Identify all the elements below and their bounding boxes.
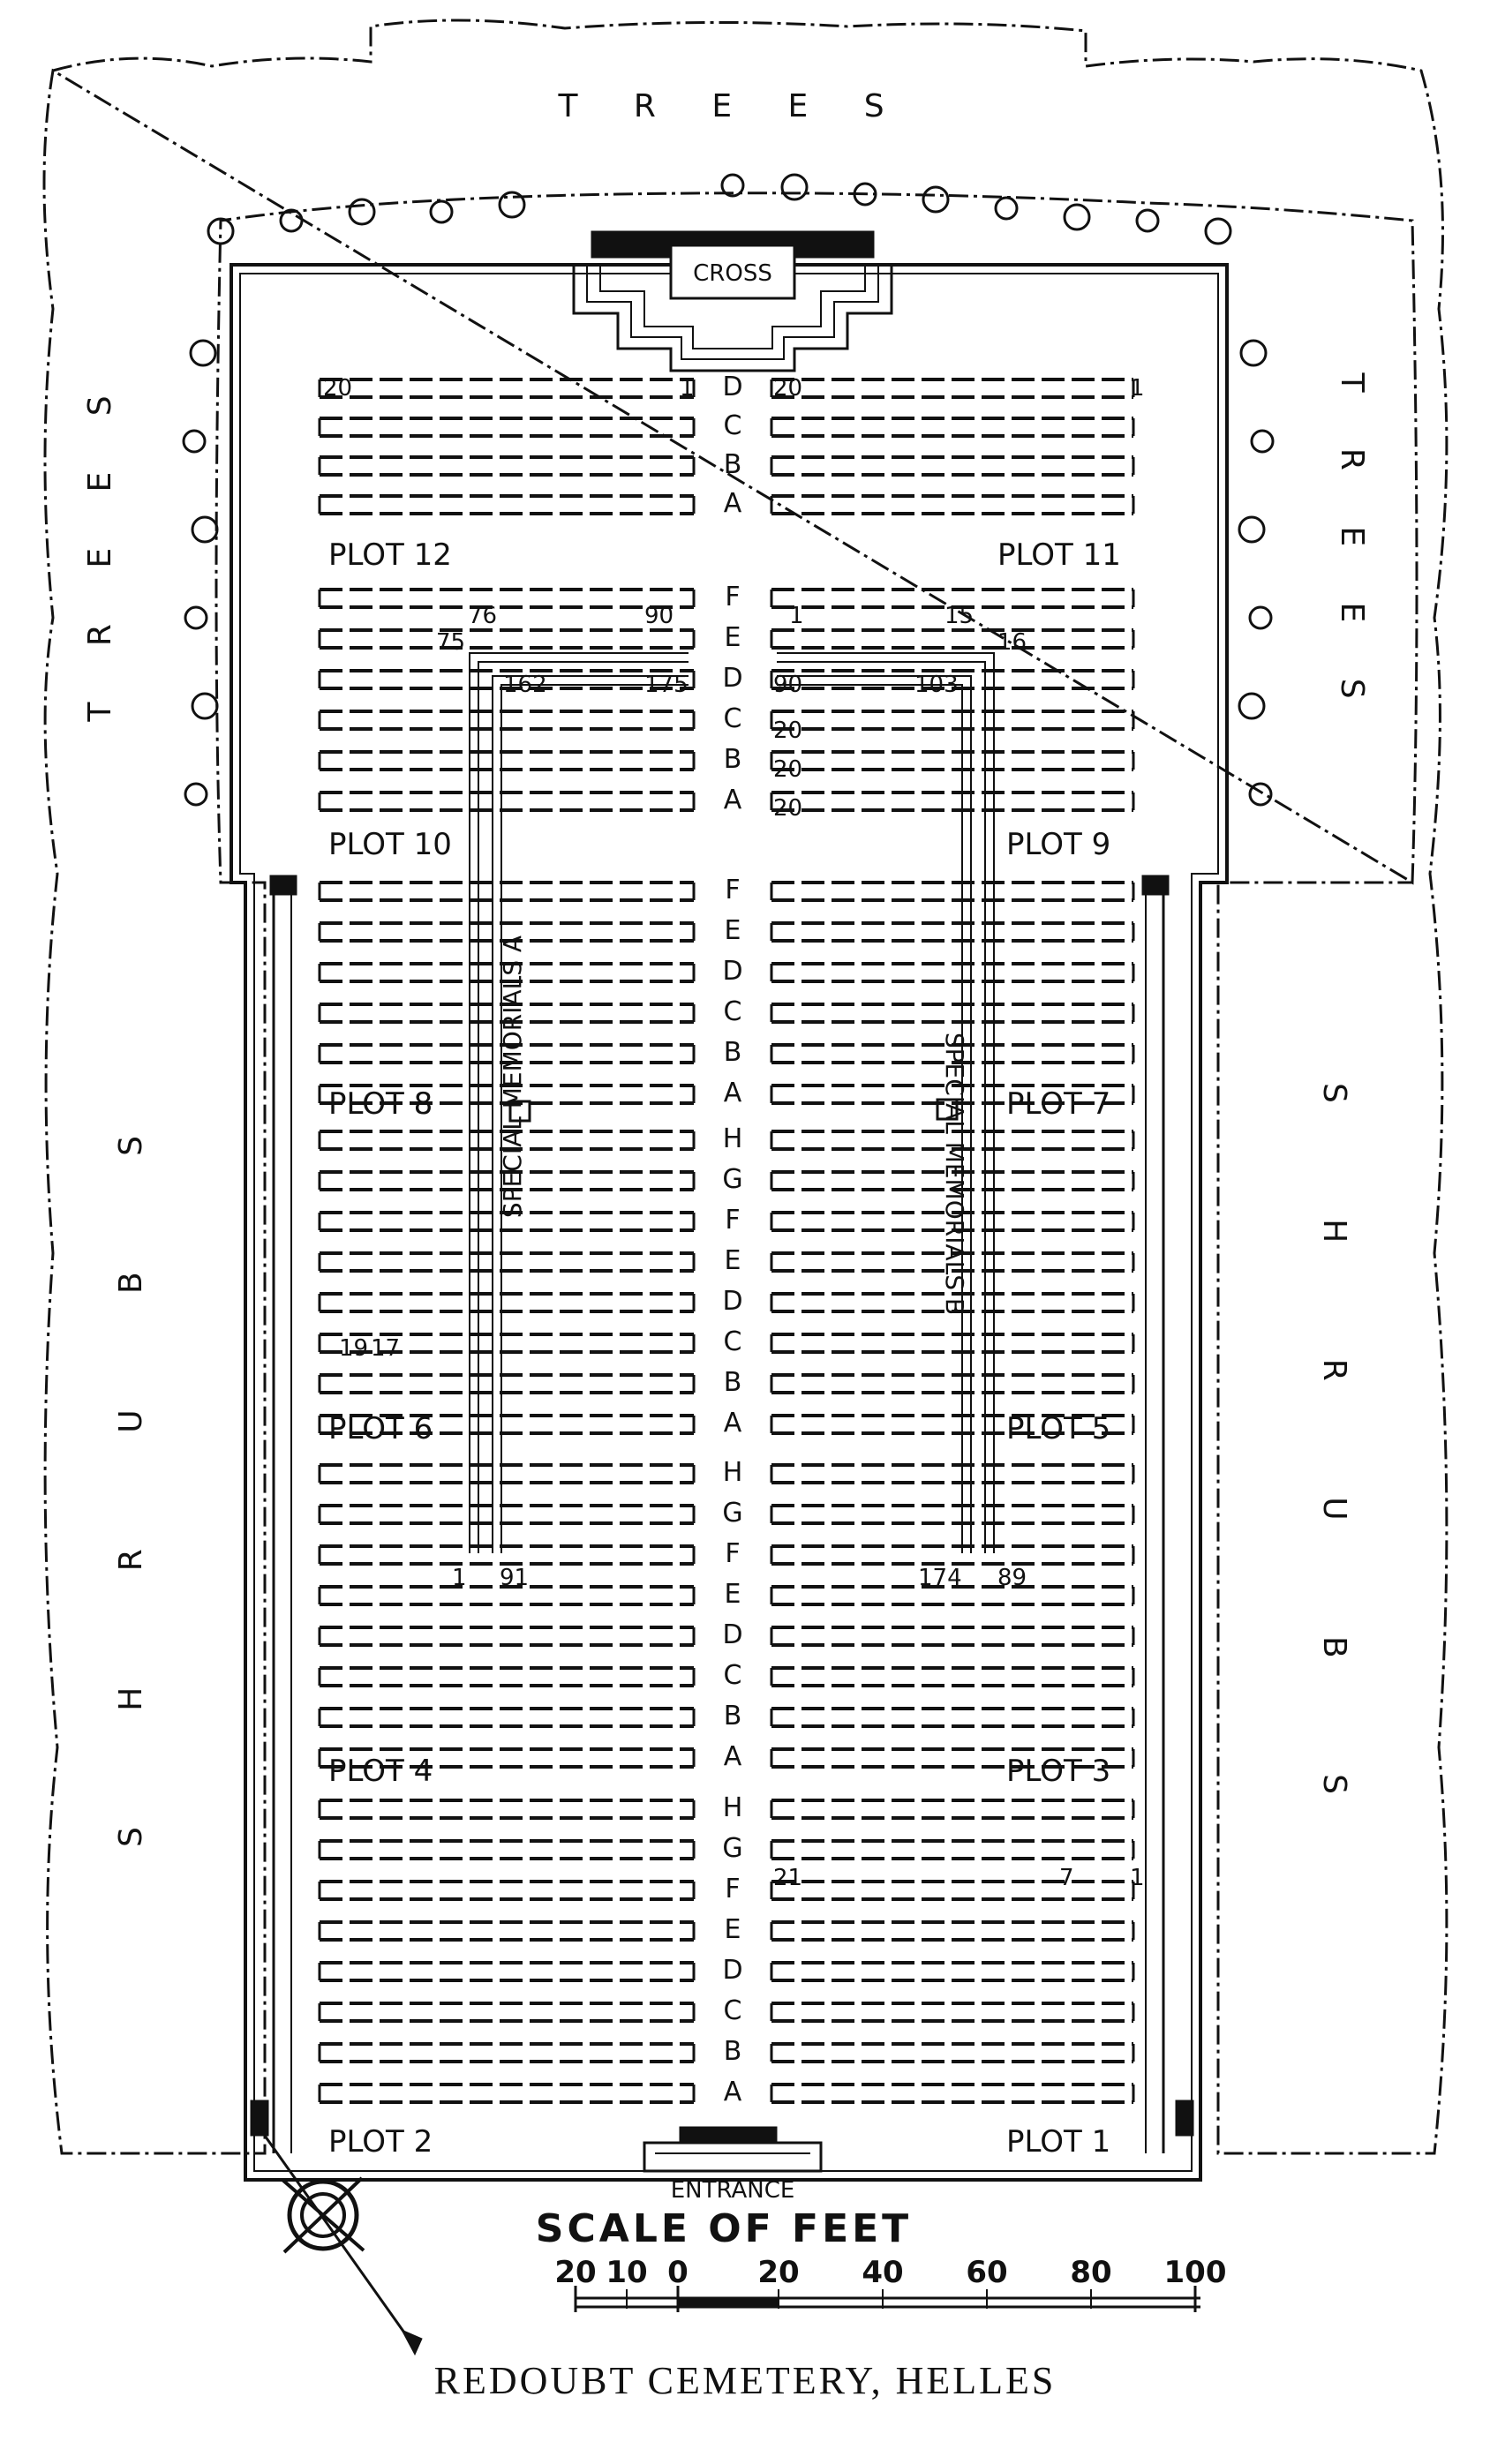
grave-row-right [771, 1841, 1133, 1859]
grave-row-right [771, 883, 1133, 900]
plot-1-1-num: 1 [1130, 1865, 1145, 1891]
grave-row-left [320, 1253, 694, 1271]
tree-clumps-left [184, 341, 217, 805]
grave-row-left [320, 379, 694, 397]
entrance-label: ENTRANCE [670, 2177, 795, 2204]
row-letter: C [723, 1326, 742, 1357]
grave-row-right [771, 418, 1133, 436]
row-letter: E [724, 1579, 741, 1610]
mem-a-91-num: 91 [500, 1565, 530, 1591]
row-letter: C [723, 1660, 742, 1691]
row-letter: F [725, 1538, 741, 1569]
row-letter: C [723, 703, 742, 734]
scale-tick-label: 20 [554, 2255, 597, 2290]
grave-row-right [771, 1004, 1133, 1022]
row-letter: F [725, 1874, 741, 1904]
grave-row-right [771, 2085, 1133, 2102]
trees-label-left: T R E E S [82, 372, 118, 722]
row-letter: A [723, 785, 742, 815]
grave-row-right [771, 1334, 1133, 1352]
grave-row-right [771, 630, 1133, 648]
row-letter: E [724, 622, 741, 653]
grave-row-left [320, 711, 694, 729]
grave-row-left [320, 1841, 694, 1859]
row-letter: C [723, 996, 742, 1027]
top-left-last-num: 1 [680, 375, 695, 402]
plot-3-label: PLOT 3 [1006, 1754, 1111, 1789]
grave-row-left [320, 1800, 694, 1818]
grave-row-right [771, 1963, 1133, 1980]
grave-row-left [320, 793, 694, 810]
scale-tick-label: 100 [1163, 2255, 1227, 2290]
row-letter: D [722, 1955, 743, 1986]
mem-a-162-num: 162 [503, 672, 547, 698]
row-letter: B [723, 2036, 742, 2067]
grave-row-left [320, 590, 694, 607]
row-letter: G [722, 1498, 743, 1529]
grave-row-right [771, 1800, 1133, 1818]
grave-row-right [771, 1546, 1133, 1564]
grave-row-right [771, 2003, 1133, 2021]
grave-row-right [771, 1627, 1133, 1645]
special-memorials-b-label: SPECIAL MEMORIALS B [940, 1032, 969, 1316]
row-letter: A [723, 1741, 742, 1772]
grave-row-right [771, 1506, 1133, 1523]
grave-row-right [771, 711, 1133, 729]
row-letter: A [723, 1408, 742, 1439]
cross-platform [574, 231, 892, 371]
grave-row-left [320, 1546, 694, 1564]
mem-b-174-num: 174 [918, 1565, 962, 1591]
scale-tick-label: 20 [757, 2255, 800, 2290]
special-memorials-a-label: SPECIAL MEMORIALS A [498, 935, 527, 1219]
scale-tick-label: 0 [667, 2255, 689, 2290]
row-letter: B [723, 1701, 742, 1732]
row-letter: A [723, 2077, 742, 2107]
grave-row-right [771, 1882, 1133, 1899]
grave-row-left [320, 1627, 694, 1645]
scale-title: SCALE OF FEET [535, 2206, 913, 2251]
plot-7-label: PLOT 7 [1006, 1086, 1111, 1122]
mem-b-90-num: 90 [773, 672, 803, 698]
row-letter: D [722, 1286, 743, 1317]
grave-row-left [320, 630, 694, 648]
plot-1-7-num: 7 [1059, 1865, 1074, 1891]
mem-b-103-num: 103 [914, 672, 959, 698]
mem-b-89-num: 89 [997, 1565, 1027, 1591]
row-letter: D [722, 372, 743, 402]
grave-row-right [771, 1922, 1133, 1940]
row-letter: E [724, 1245, 741, 1276]
grave-row-left [320, 1963, 694, 1980]
grave-row-right [771, 1668, 1133, 1686]
trees-label-top: T R E E S [558, 88, 907, 124]
cross-label: CROSS [693, 260, 772, 287]
grave-row-left [320, 1709, 694, 1726]
grave-row-right [771, 379, 1133, 397]
plot-4-label: PLOT 4 [328, 1754, 433, 1789]
grave-row-right [771, 2044, 1133, 2062]
row-letter: G [722, 1833, 743, 1864]
row-letter: H [722, 1792, 743, 1823]
mem-a-75-num: 75 [436, 629, 466, 656]
plot-8-label: PLOT 8 [328, 1086, 433, 1122]
row-letter: D [722, 663, 743, 694]
row-letter: B [723, 744, 742, 775]
row-letter: B [723, 1037, 742, 1068]
row-letter: D [722, 1619, 743, 1650]
grave-row-left [320, 1668, 694, 1686]
plot-6-label: PLOT 6 [328, 1411, 433, 1446]
mem-a-90-num: 90 [644, 603, 674, 629]
grave-row-left [320, 2085, 694, 2102]
row-letter: G [722, 1164, 743, 1195]
trees-label-right: T R E E S [1334, 372, 1370, 722]
grave-row-right [771, 1465, 1133, 1483]
row-letter: H [722, 1123, 743, 1154]
plot-11-label: PLOT 11 [997, 537, 1121, 573]
row-letter: C [723, 410, 742, 441]
top-right-first-num: 20 [773, 375, 803, 402]
plot-6-19-num: 19 [339, 1335, 369, 1362]
grave-row-left [320, 418, 694, 436]
plot-10-label: PLOT 10 [328, 827, 452, 862]
grave-row-left [320, 1375, 694, 1393]
row-letter: C [723, 1995, 742, 2026]
row-letter: F [725, 875, 741, 905]
mem-a-76-num: 76 [468, 603, 498, 629]
grave-row-right [771, 923, 1133, 941]
top-left-first-num: 20 [323, 375, 353, 402]
grave-row-left [320, 1506, 694, 1523]
plot-1-21-num: 21 [773, 1865, 803, 1891]
row-letter: B [723, 1367, 742, 1398]
row-letter: F [725, 1205, 741, 1236]
row-letter: D [722, 956, 743, 987]
plot-9-row-b-num: 20 [773, 795, 803, 822]
grave-row-right [771, 793, 1133, 810]
grave-row-right [771, 496, 1133, 514]
row-letter: B [723, 449, 742, 480]
shrubs-label-right: S H R U B S [1316, 1082, 1352, 1848]
plot-12-label: PLOT 12 [328, 537, 452, 573]
row-letter: H [722, 1457, 743, 1488]
grave-row-left [320, 1882, 694, 1899]
mem-b-15-num: 15 [944, 603, 975, 629]
scale-tick-label: 60 [966, 2255, 1008, 2290]
grave-row-left [320, 1922, 694, 1940]
plot-9-label: PLOT 9 [1006, 827, 1111, 862]
scale-tick-label: 40 [862, 2255, 904, 2290]
grave-row-right [771, 964, 1133, 981]
grave-row-left [320, 2003, 694, 2021]
map-title: REDOUBT CEMETERY, HELLES [433, 2359, 1057, 2402]
scale-tick-labels [554, 2255, 1226, 2290]
row-letter: E [724, 1914, 741, 1945]
grave-row-right [771, 1709, 1133, 1726]
north-arrow-icon [265, 2136, 422, 2355]
plot-9-row-d-num: 20 [773, 717, 803, 744]
plot-5-label: PLOT 5 [1006, 1411, 1111, 1446]
plot-1-label: PLOT 1 [1006, 2124, 1111, 2160]
mem-a-1-num: 1 [452, 1565, 467, 1591]
grave-row-left [320, 2044, 694, 2062]
grave-row-left [320, 457, 694, 475]
grave-row-left [320, 752, 694, 770]
plot-2-label: PLOT 2 [328, 2124, 433, 2160]
row-letter: A [723, 1078, 742, 1108]
mem-b-1-num: 1 [789, 603, 804, 629]
scale-tick-label: 80 [1070, 2255, 1112, 2290]
grave-row-right [771, 752, 1133, 770]
grave-row-left [320, 1465, 694, 1483]
scale-tick-label: 10 [606, 2255, 648, 2290]
entrance [644, 2127, 821, 2171]
top-right-last-num: 1 [1130, 375, 1145, 402]
shrubs-label-left: S H R U B S [113, 1082, 149, 1848]
plot-9-row-c-num: 20 [773, 756, 803, 783]
row-letters [722, 372, 742, 2107]
mem-a-175-num: 175 [644, 672, 689, 698]
row-letter: E [724, 915, 741, 946]
tree-clumps-right [1239, 341, 1273, 805]
grave-row-left [320, 1294, 694, 1311]
grave-row-right [771, 457, 1133, 475]
plot-6-17-num: 17 [371, 1335, 401, 1362]
mem-b-16-num: 16 [997, 629, 1027, 656]
row-letter: A [723, 488, 742, 519]
grave-row-left [320, 883, 694, 900]
grave-row-right [771, 1375, 1133, 1393]
grave-row-left [320, 496, 694, 514]
row-letter: F [725, 582, 741, 612]
